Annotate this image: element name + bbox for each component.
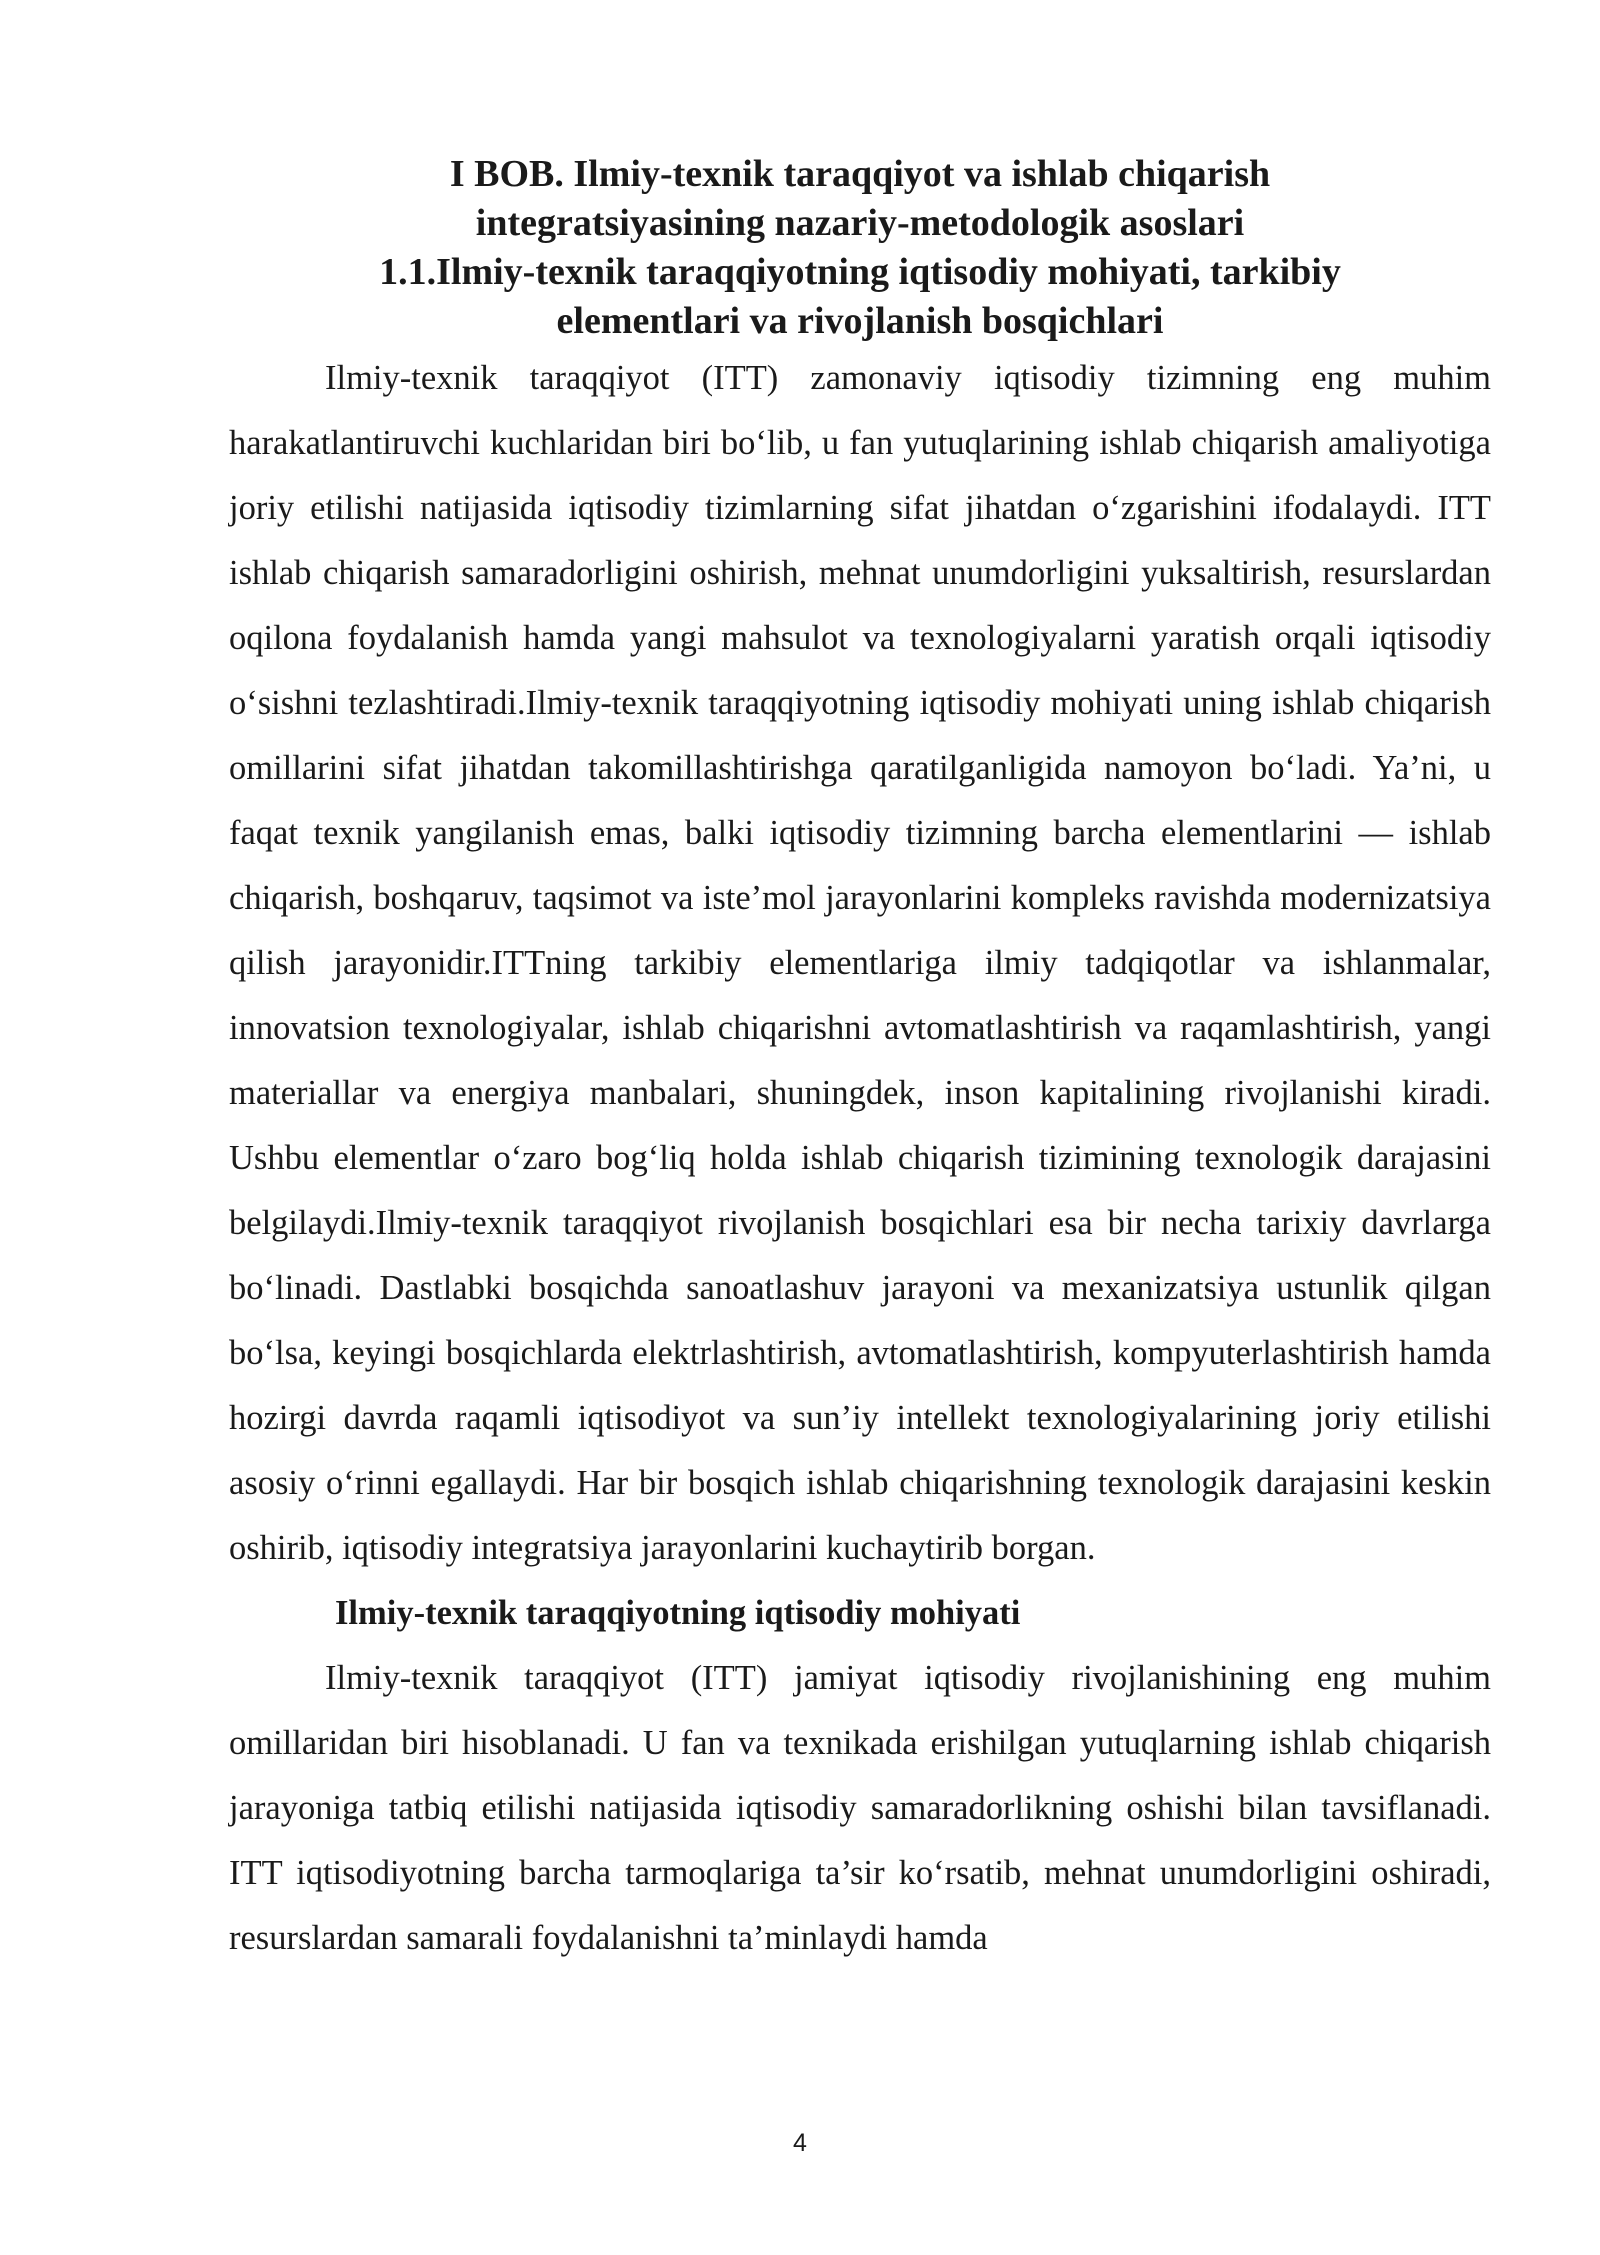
body-paragraph-1: Ilmiy-texnik taraqqiyot (ITT) zamonaviy iqtisodiy tizimning eng muhim harakatlantiruvchi kuchlaridan biri bo‘lib, u fan yutuqlarining ishlab chiqarish amaliyotiga joriy etilishi natijasida iqtisodiy tizimlarning sifat jihatdan o‘zgarishini ifodalaydi. ITT ishlab chiqarish samaradorligini oshirish, mehnat unumdorligini yuksaltirish, resurslardan oqilona foydalanish hamda yangi mahsulot va texnologiyalarni yaratish orqali iqtisodiy o‘sishni tezlashtiradi.Ilmiy-texnik taraqqiyotning iqtisodiy mohiyati uning ishlab chiqarish omillarini sifat jihatdan takomillashtirishga qaratilganligida namoyon bo‘ladi. Ya’ni, u faqat texnik yangilanish emas, balki iqtisodiy tizimning barcha elementlarini — ishlab chiqarish, boshqaruv, taqsimot va iste’mol jarayonlarini kompleks ravishda modernizatsiya qilish jarayonidir.ITTning tarkibiy elementlariga ilmiy tadqiqotlar va ishlanmalar, innovatsion texnologiyalar, ishlab chiqarishni avtomatlashtirish va raqamlashtirish, yangi materiallar va energiya manbalari, shuningdek, inson kapitalining rivojlanishi kiradi. Ushbu elementlar o‘zaro bog‘liq holda ishlab chiqarish tizimining texnologik darajasini belgilaydi.Ilmiy-texnik taraqqiyot rivojlanish bosqichlari esa bir necha tarixiy davrlarga bo‘linadi. Dastlabki bosqichda sanoatlashuv jarayoni va mexanizatsiya ustunlik qilgan bo‘lsa, keyingi bosqichlarda elektrlashtirish, avtomatlashtirish, kompyuterlashtirish hamda hozirgi davrda raqamli iqtisodiyot va sun’iy intellekt texnologiyalarining joriy etilishi asosiy o‘rinni egallaydi. Har bir bosqich ishlab chiqarishning texnologik darajasini keskin oshirib, iqtisodiy integratsiya jarayonlarini kuchaytirib borgan. (229, 359, 1491, 1567)
chapter-title-line1: I BOB. Ilmiy-texnik taraqqiyot va ishlab chiqarish (449, 153, 1271, 195)
section-title-line1: 1.1.Ilmiy-texnik taraqqiyotning iqtisodiy mohiyati, tarkibiy (379, 251, 1341, 293)
chapter-title-line2: integratsiyasining nazariy-metodologik asoslari (475, 202, 1245, 244)
subsection-title: Ilmiy-texnik taraqqiyotning iqtisodiy mohiyati (335, 1594, 1021, 1632)
body-paragraph-2: Ilmiy-texnik taraqqiyot (ITT) jamiyat iqtisodiy rivojlanishining eng muhim omillaridan biri hisoblanadi. U fan va texnikada erishilgan yutuqlarning ishlab chiqarish jarayoniga tatbiq etilishi natijasida iqtisodiy samaradorlikning oshishi bilan tavsiflanadi. ITT iqtisodiyotning barcha tarmoqlariga ta’sir ko‘rsatib, mehnat unumdorligini oshiradi, resurslardan samarali foydalanishni ta’minlaydi hamda (229, 1659, 1491, 1957)
section-title-line2: elementlari va rivojlanish bosqichlari (556, 300, 1164, 342)
chapter-title (229, 150, 1491, 248)
document-page (229, 150, 1491, 1971)
section-title (229, 248, 1491, 346)
page-number: 4 (793, 2129, 807, 2157)
